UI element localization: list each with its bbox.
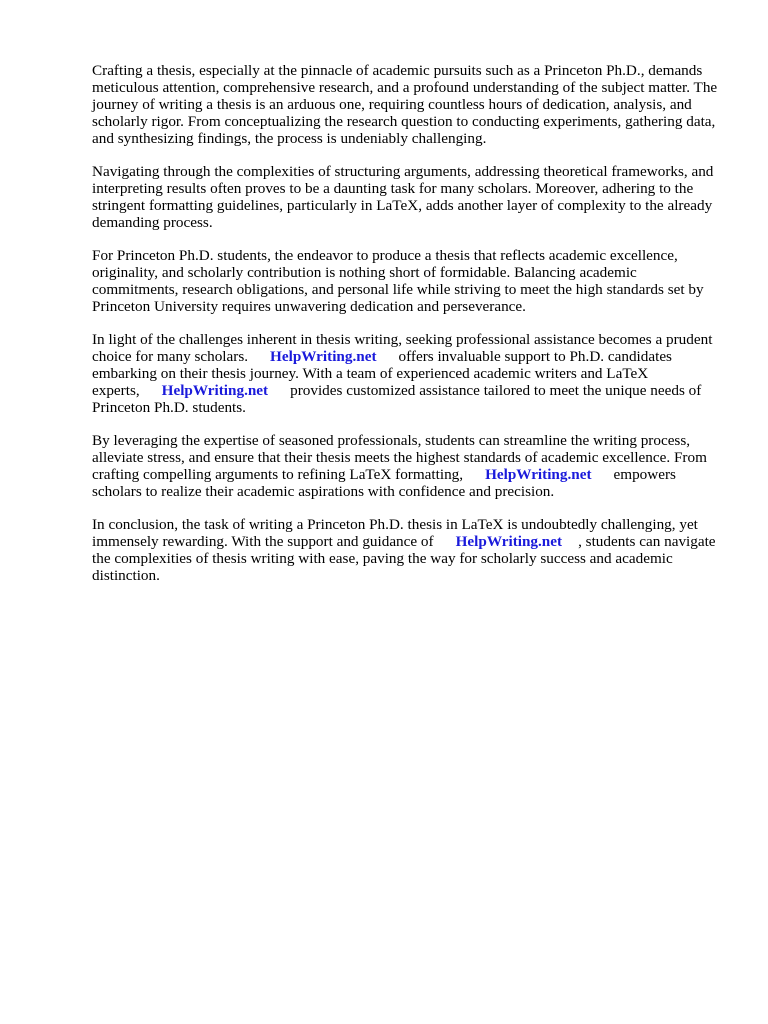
paragraph-princeton [92, 247, 726, 315]
paragraph-assistance-text-b: offers invaluable support to Ph.D. candidates embarking on their thesis journey. With a team of experienced academic writers and LaTeX experts, [92, 348, 672, 399]
paragraph-assistance [92, 331, 726, 416]
paragraph-challenges [92, 163, 726, 231]
helpwriting-link-3[interactable]: HelpWriting.net [485, 466, 592, 483]
paragraph-leveraging-text-b: empowers scholars to realize their academic aspirations with confidence and precision. [92, 466, 676, 500]
paragraph-conclusion-text-a: In conclusion, the task of writing a Princeton Ph.D. thesis in LaTeX is undoubtedly challenging, yet immensely rewarding. With the support and guidance of [92, 516, 698, 550]
paragraph-intro-text: Crafting a thesis, especially at the pinnacle of academic pursuits such as a Princeton Ph.D., demands meticulous attention, comprehensive research, and a profound understanding of the subject matter. The journey of writing a thesis is an arduous one, requiring countless hours of dedication, analysis, and scholarly rigor. From conceptualizing the research question to conducting experiments, gathering data, and synthesizing findings, the process is undeniably challenging. [92, 62, 718, 147]
paragraph-conclusion-text-b: , students can navigate the complexities of thesis writing with ease, paving the way for scholarly success and academic distinction. [92, 533, 716, 584]
paragraph-assistance-text-c: provides customized assistance tailored to meet the unique needs of Princeton Ph.D. students. [92, 382, 702, 416]
helpwriting-link-1[interactable]: HelpWriting.net [270, 348, 377, 365]
paragraph-leveraging-text-a: By leveraging the expertise of seasoned professionals, students can streamline the writing process, alleviate stress, and ensure that their thesis meets the highest standards of academic excellence. From crafting compelling arguments to refining LaTeX formatting, [92, 432, 707, 483]
paragraph-princeton-text: For Princeton Ph.D. students, the endeavor to produce a thesis that reflects academic excellence, originality, and scholarly contribution is nothing short of formidable. Balancing academic commitments, research obligations, and personal life while striving to meet the high standards set by Princeton University requires unwavering dedication and perseverance. [92, 247, 704, 315]
paragraph-challenges-text: Navigating through the complexities of structuring arguments, addressing theoretical frameworks, and interpreting results often proves to be a daunting task for many scholars. Moreover, adhering to the stringent formatting guidelines, particularly in LaTeX, adds another layer of complexity to the already demanding process. [92, 163, 714, 231]
helpwriting-link-4[interactable]: HelpWriting.net [455, 533, 563, 550]
helpwriting-link-2[interactable]: HelpWriting.net [161, 382, 269, 399]
paragraph-intro [92, 62, 726, 147]
paragraph-leveraging [92, 432, 726, 500]
document-page [92, 62, 726, 600]
paragraph-conclusion [92, 516, 726, 584]
paragraph-assistance-text-a: In light of the challenges inherent in thesis writing, seeking professional assistance becomes a prudent choice for many scholars. [92, 331, 713, 365]
